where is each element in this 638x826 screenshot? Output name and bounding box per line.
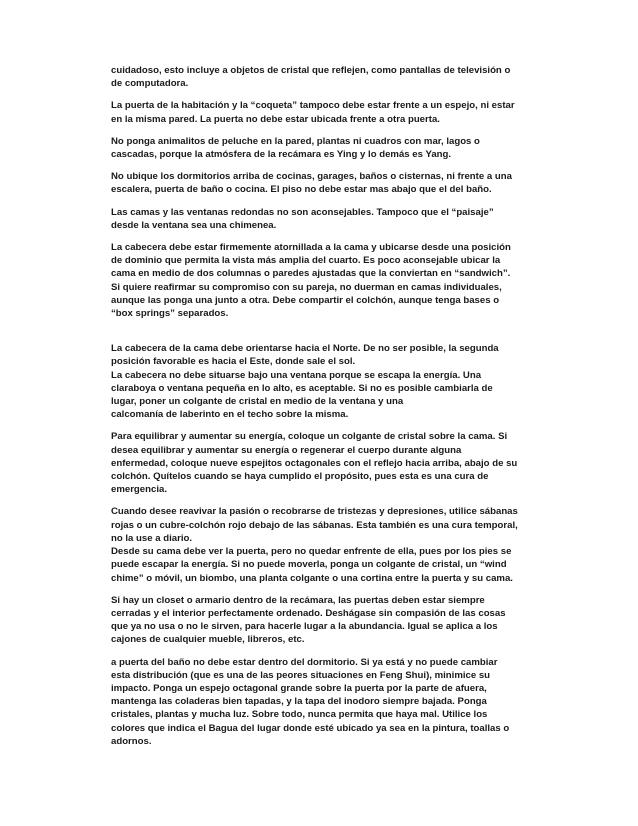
text-line: no la use a diario.	[111, 532, 193, 544]
text-line: Las camas y las ventanas redondas no son aconsejables. Tampoco que el “paisaje”	[111, 206, 494, 218]
text-line: colchón. Quítelos cuando se haya cumplido el propósito, pues esta es una cura de	[111, 471, 489, 483]
text-line: chime” o móvil, un biombo, una planta colgante o una cortina entre la puerta y su cama.	[111, 572, 513, 584]
paragraph-energy-balance	[111, 430, 537, 496]
text-line: emergencia.	[111, 484, 167, 496]
text-line: La cabecera no debe situarse bajo una ventana porque se escapa la energía. Una	[111, 369, 482, 381]
text-line: enfermedad, coloque nueve espejitos octagonales con el reflejo hacia arriba, abajo de su	[111, 457, 518, 469]
text-line: “box springs” separados.	[111, 308, 229, 320]
text-line: cama en medio de dos columnas o paredes ajustadas que la conviertan en “sandwich”.	[111, 268, 511, 280]
text-line: aunque las ponga una junto a otra. Debe compartir el colchón, aunque tenga bases o	[111, 294, 500, 306]
text-line: cerradas y el interior perfectamente ordenado. Deshágase sin compasión de las cosas	[111, 607, 506, 619]
text-line: esta distribución (que es una de las peores situaciones en Feng Shui), minimice su	[111, 669, 491, 681]
text-line: escalera, puerta de baño o cocina. El piso no debe estar mas abajo que el del baño.	[111, 184, 492, 196]
text-line: puede escapar la energía. Si no puede moverla, ponga un colgante de cristal, un “wind	[111, 559, 507, 571]
text-line: La cabecera de la cama debe orientarse hacia el Norte. De no ser posible, la segunda	[111, 343, 499, 355]
text-line: cuidadoso, esto incluye a objetos de cristal que reflejen, como pantallas de televisión o	[111, 65, 511, 76]
text-line: cristales, plantas y mucha luz. Sobre todo, nunca permita que haya mal. Utilice los	[111, 709, 488, 721]
text-line: de dominio que permita la vista más amplia del cuarto. Es poco aconsejable ubicar la	[111, 255, 501, 267]
text-line: posición favorable es hacia el Este, donde sale el sol.	[111, 356, 356, 368]
text-line: a puerta del baño no debe estar dentro del dormitorio. Si ya está y no puede cambiar	[111, 656, 498, 668]
text-line: Cuando desee reavivar la pasión o recobrarse de tristezas y depresiones, utilice sábanas	[111, 506, 518, 518]
text-line: No ponga animalitos de peluche en la pared, plantas ni cuadros con mar, lagos o	[111, 135, 480, 147]
text-line: mantenga las coladeras bien tapadas, y la tapa del inodoro siempre bajada. Ponga	[111, 696, 487, 708]
text-line: adornos.	[111, 735, 152, 747]
text-line: colores que indica el Bagua del lugar donde esté ubicado ya sea en la pintura, toallas o	[111, 722, 510, 734]
paragraph-round-beds	[111, 206, 537, 232]
text-line: cascadas, porque la atmósfera de la recámara es Ying y lo demás es Yang.	[111, 149, 452, 161]
paragraph-closet	[111, 594, 537, 647]
text-line: desea equilibrar y aumentar su energía o regenerar el cuerpo durante alguna	[111, 444, 462, 456]
text-line: en la misma pared. La puerta no debe estar ubicada frente a otra puerta.	[111, 113, 440, 125]
paragraph-door-mirror	[111, 99, 537, 125]
text-line: que ya no usa o no le sirven, para hacerle lugar a la abundancia. Igual se aplica a los	[111, 621, 498, 633]
text-line: cajones de cualquier mueble, libreros, etc.	[111, 634, 305, 646]
paragraph-headboard	[111, 241, 537, 320]
text-line: calcomanía de laberinto en el techo sobre la misma.	[111, 409, 349, 421]
paragraph-bathroom-door	[111, 656, 537, 748]
paragraph-wall-decor	[111, 135, 537, 161]
text-line: Si quiere reafirmar su compromiso con su pareja, no duerman en camas individuales,	[111, 281, 502, 293]
text-line: de computadora.	[111, 78, 189, 90]
text-line: claraboya o ventana pequeña en lo alto, es aceptable. Si no es posible cambiarla de	[111, 382, 493, 394]
paragraph-glass-objects	[111, 64, 537, 90]
text-line: impacto. Ponga un espejo octagonal grande sobre la puerta por la parte de afuera,	[111, 682, 487, 694]
text-line: No ubique los dormitorios arriba de cocinas, garages, baños o cisternas, ni frente a una	[111, 171, 512, 183]
text-line: Para equilibrar y aumentar su energía, coloque un colgante de cristal sobre la cama. Si	[111, 431, 508, 443]
text-line: Si hay un closet o armario dentro de la recámara, las puertas deben estar siempre	[111, 594, 485, 606]
paragraph-passion	[111, 505, 537, 584]
text-line: La cabecera debe estar firmemente atornillada a la cama y ubicarse desde una posición	[111, 242, 511, 254]
text-line: desde la ventana sea una chimenea.	[111, 219, 277, 231]
paragraph-headboard-orientation	[111, 342, 537, 421]
text-line: Desde su cama debe ver la puerta, pero no quedar enfrente de ella, pues por los pies se	[111, 546, 512, 558]
text-line: La puerta de la habitación y la “coqueta” tampoco debe estar frente a un espejo, ni estar	[111, 100, 515, 112]
text-line: lugar, poner un colgante de cristal en medio de la ventana y una	[111, 396, 404, 408]
document-page	[111, 64, 537, 757]
text-line: rojas o un cubre-colchón rojo debajo de las sábanas. Esta también es una cura temporal,	[111, 519, 518, 531]
paragraph-bedroom-location	[111, 170, 537, 196]
